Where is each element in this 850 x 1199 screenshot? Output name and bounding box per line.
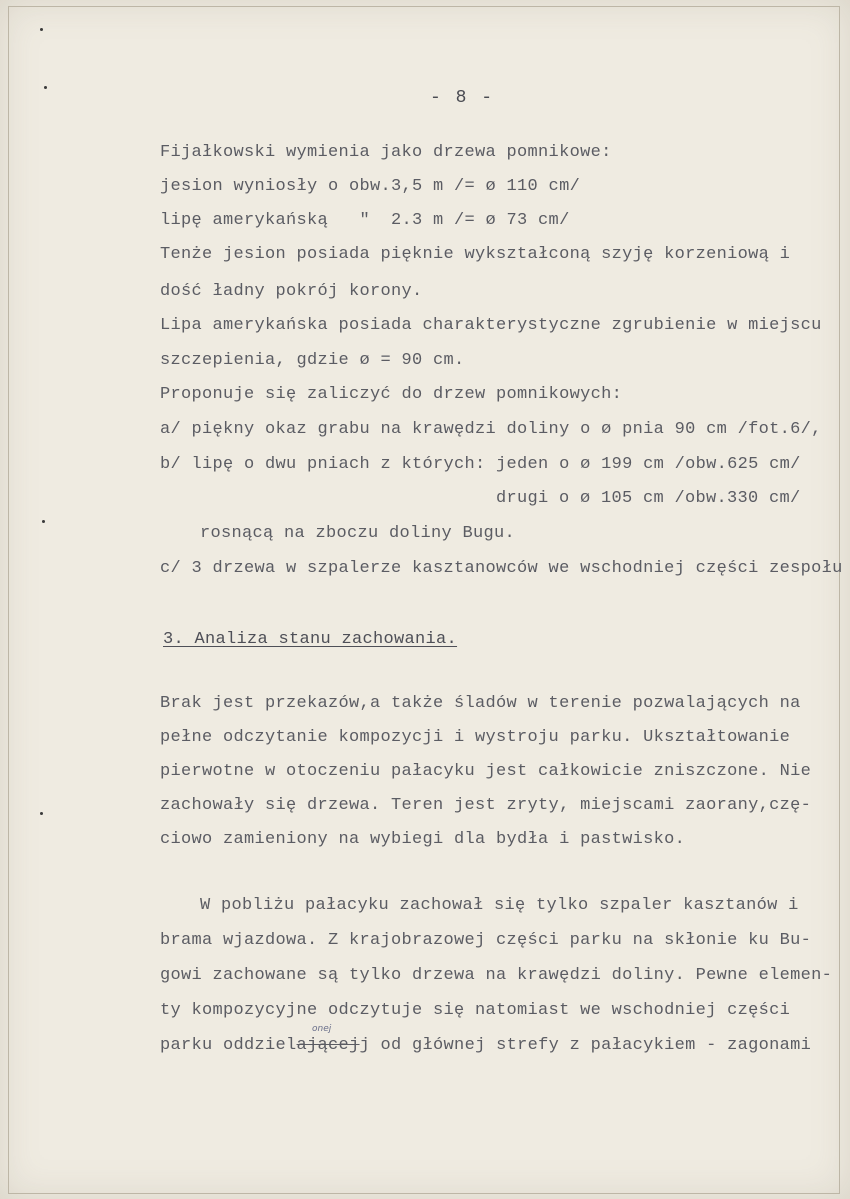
text-line: zachowały się drzewa. Teren jest zryty, miejscami zaorany,czę- (160, 796, 812, 815)
text-line: jesion wyniosły o obw.3,5 m /= ø 110 cm/ (160, 177, 581, 196)
text-line-with-correction (160, 1036, 811, 1055)
text-fragment: parku oddziel (160, 1036, 297, 1055)
text-line: pełne odczytanie kompozycji i wystroju parku. Ukształtowanie (160, 728, 791, 747)
text-line: W pobliżu pałacyku zachował się tylko szpaler kasztanów i (200, 896, 799, 915)
handwritten-correction: onej (312, 1024, 332, 1034)
text-line: gowi zachowane są tylko drzewa na krawędzi doliny. Pewne elemen- (160, 966, 833, 985)
text-line: pierwotne w otoczeniu pałacyku jest całkowicie zniszczone. Nie (160, 762, 812, 781)
text-line: Proponuje się zaliczyć do drzew pomnikowych: (160, 385, 623, 404)
text-line: ty kompozycyjne odczytuje się natomiast we wschodniej części (160, 1001, 791, 1020)
text-line: dość ładny pokrój korony. (160, 282, 423, 301)
text-line: brama wjazdowa. Z krajobrazowej części parku na skłonie ku Bu- (160, 931, 812, 950)
text-line: c/ 3 drzewa w szpalerze kasztanowców we wschodniej części zespołu (160, 559, 843, 578)
section-heading: 3. Analiza stanu zachowania. (163, 630, 458, 649)
text-line: lipę amerykańską " 2.3 m /= ø 73 cm/ (160, 211, 570, 230)
text-line: b/ lipę o dwu pniach z których: jeden o ø 199 cm /obw.625 cm/ (160, 455, 801, 474)
scan-speck (42, 520, 45, 523)
text-line: Fijałkowski wymienia jako drzewa pomnikowe: (160, 143, 612, 162)
text-line: rosnącą na zboczu doliny Bugu. (200, 524, 516, 543)
page-number: - 8 - (430, 88, 495, 108)
text-fragment: j od głównej strefy z pałacykiem - zagonami (359, 1036, 812, 1055)
scan-speck (40, 28, 43, 31)
text-line: szczepienia, gdzie ø = 90 cm. (160, 351, 465, 370)
scan-speck (40, 812, 43, 815)
text-line: a/ piękny okaz grabu na krawędzi doliny o ø pnia 90 cm /fot.6/, (160, 420, 822, 439)
text-line: drugi o ø 105 cm /obw.330 cm/ (496, 489, 801, 508)
scan-speck (44, 86, 47, 89)
text-line: Brak jest przekazów,a także śladów w terenie pozwalających na (160, 694, 801, 713)
struck-fragment: ającej (296, 1036, 360, 1055)
text-line: ciowo zamieniony na wybiegi dla bydła i pastwisko. (160, 830, 686, 849)
text-line: Tenże jesion posiada pięknie wykształconą szyję korzeniową i (160, 245, 791, 264)
text-line: Lipa amerykańska posiada charakterystyczne zgrubienie w miejscu (160, 316, 822, 335)
